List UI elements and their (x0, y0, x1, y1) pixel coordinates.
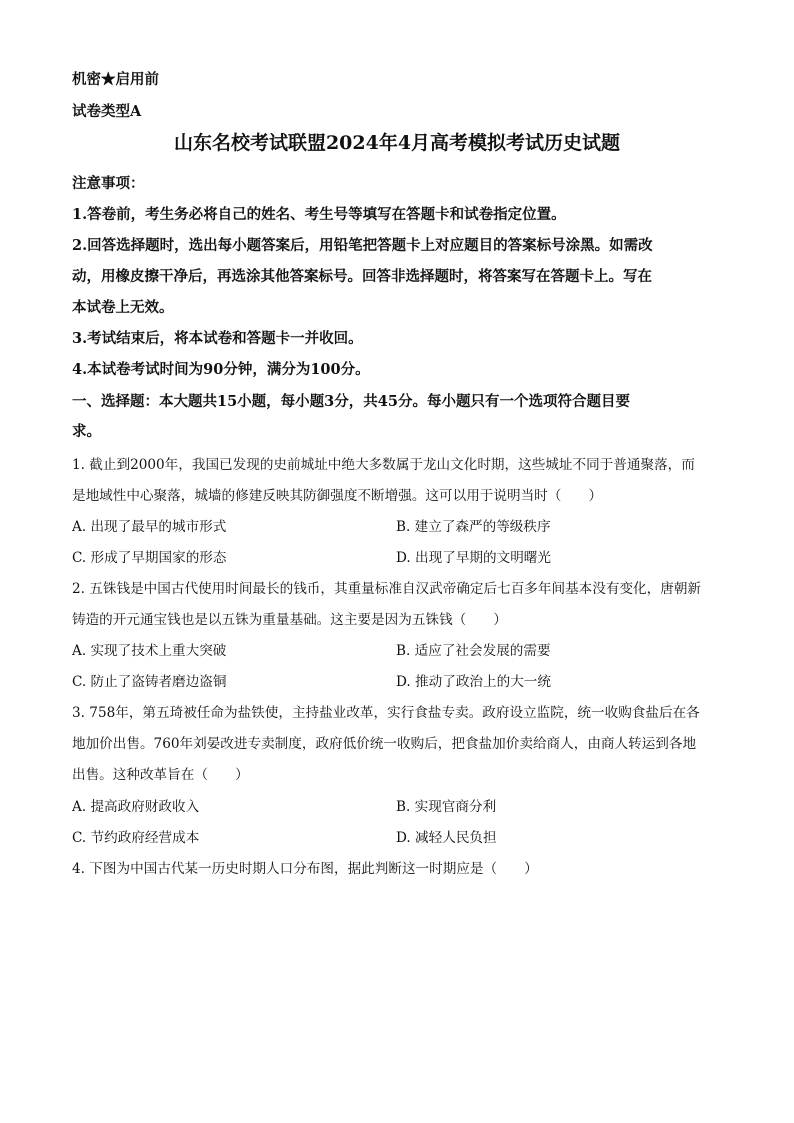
question-stem: 铸造的开元通宝钱也是以五铢为重量基础。这主要是因为五铢钱（ ） (72, 612, 507, 628)
option-b: B. 实现官商分利 (396, 799, 497, 815)
confidential-label: 机密★启用前 (72, 71, 159, 88)
question-stem: 3. 758年，第五琦被任命为盐铁使，主持盐业改革，实行食盐专卖。政府设立监院，统一收购食盐后在各 (72, 705, 700, 721)
option-c: C. 节约政府经营成本 (72, 830, 200, 846)
exam-title: 山东名校考试联盟2024年4月高考模拟考试历史试题 (173, 132, 621, 154)
option-b: B. 适应了社会发展的需要 (396, 643, 551, 659)
question-stem: 2. 五铢钱是中国古代使用时间最长的钱币，其重量标准自汉武帝确定后七百多年间基本没有变化，唐朝新 (72, 581, 702, 597)
notes-line: 2.回答选择题时，选出每小题答案后，用铅笔把答题卡上对应题目的答案标号涂黑。如需改 (72, 237, 653, 254)
paper-type-label: 试卷类型A (72, 103, 142, 120)
option-a: A. 实现了技术上重大突破 (72, 643, 227, 659)
question-stem: 是地域性中心聚落，城墙的修建反映其防御强度不断增强。这可以用于说明当时（ ） (72, 488, 603, 504)
option-d: D. 推动了政治上的大一统 (396, 674, 551, 690)
option-c: C. 防止了盗铸者磨边盗铜 (72, 674, 227, 690)
option-a: A. 出现了最早的城市形式 (72, 519, 227, 535)
notes-line: 3.考试结束后，将本试卷和答题卡一并收回。 (72, 330, 363, 347)
question-stem: 地加价出售。760年刘晏改进专卖制度，政府低价统一收购后，把食盐加价卖给商人，由商人转运到各地 (72, 736, 697, 752)
question-stem: 4. 下图为中国古代某一历史时期人口分布图，据此判断这一时期应是（ ） (72, 861, 538, 877)
notes-line: 4.本试卷考试时间为90分钟，满分为100分。 (72, 361, 370, 378)
option-b: B. 建立了森严的等级秩序 (396, 519, 551, 535)
option-d: D. 出现了早期的文明曙光 (396, 550, 551, 566)
question-stem: 出售。这种改革旨在（ ） (72, 767, 249, 783)
option-a: A. 提高政府财政收入 (72, 799, 200, 815)
option-c: C. 形成了早期国家的形态 (72, 550, 227, 566)
section-heading-cont: 求。 (72, 423, 101, 440)
section-heading: 一、选择题：本大题共15小题，每小题3分，共45分。每小题只有一个选项符合题目要 (72, 393, 630, 410)
notes-line: 1.答卷前，考生务必将自己的姓名、考生号等填写在答题卡和试卷指定位置。 (72, 206, 566, 223)
question-stem: 1. 截止到2000年，我国已发现的史前城址中绝大多数属于龙山文化时期，这些城址不同于普通聚落，而 (72, 457, 695, 473)
option-d: D. 减轻人民负担 (396, 830, 497, 846)
notes-line: 动，用橡皮擦干净后，再选涂其他答案标号。回答非选择题时，将答案写在答题卡上。写在 (72, 268, 652, 285)
notes-line: 本试卷上无效。 (72, 299, 174, 316)
notes-heading: 注意事项： (72, 175, 145, 192)
